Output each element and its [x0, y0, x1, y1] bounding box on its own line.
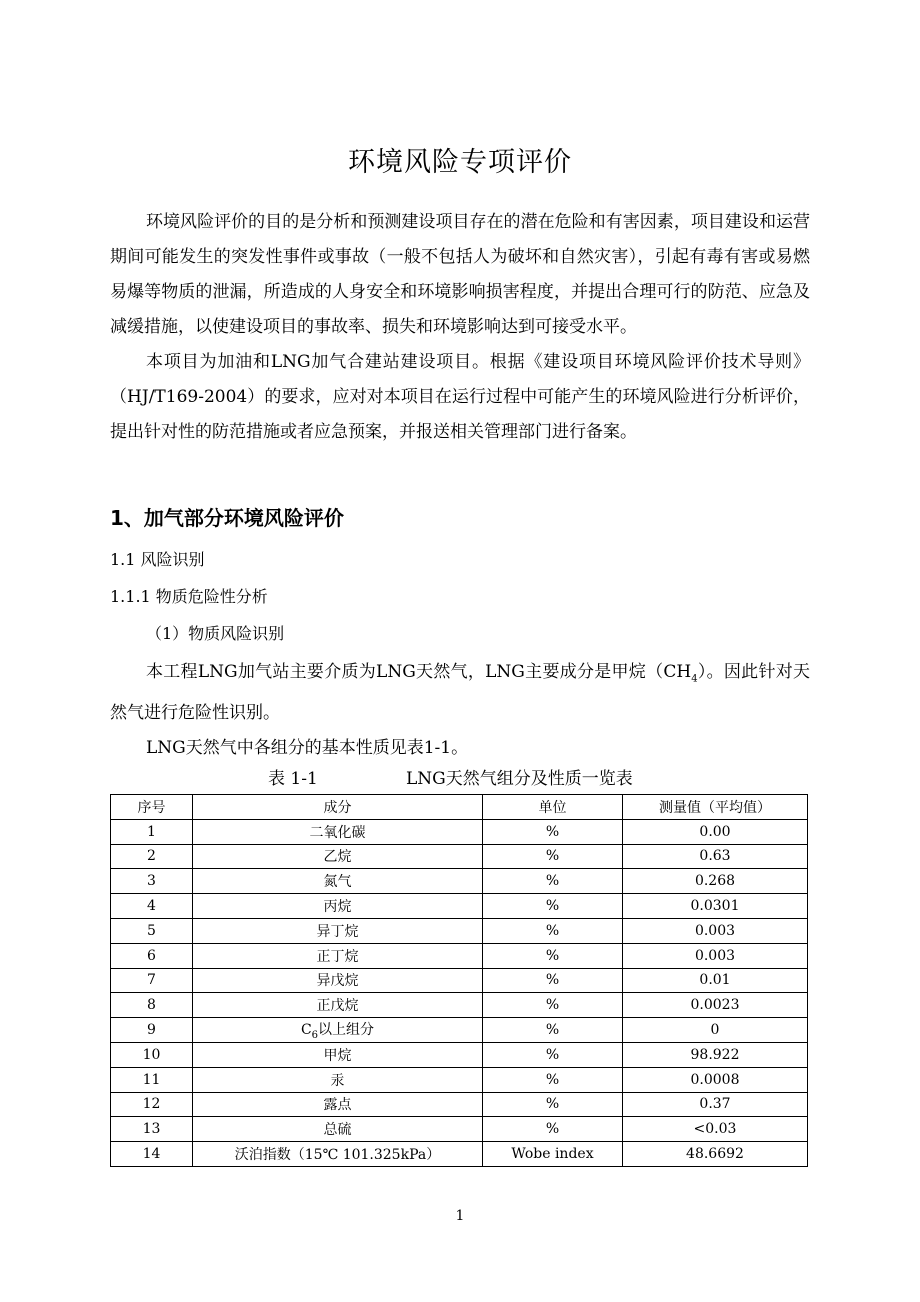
table-caption-number: 表 1-1 [268, 769, 318, 789]
cell-unit: % [483, 869, 623, 894]
table-row [111, 1142, 808, 1167]
cell-index: 1 [111, 819, 193, 844]
cell-value: 0.01 [623, 968, 808, 993]
cell-value: 0.268 [623, 869, 808, 894]
subsection-heading-1-1: 1.1 风险识别 [110, 550, 205, 569]
cell-value: 0.003 [623, 918, 808, 943]
subsection-heading-1-1-1: 1.1.1 物质危险性分析 [110, 587, 268, 606]
cell-index: 9 [111, 1018, 193, 1043]
cell-component: 甲烷 [193, 1042, 483, 1067]
cell-index: 14 [111, 1142, 193, 1167]
body-paragraph-2: LNG天然气中各组分的基本性质见表1-1。 [146, 738, 469, 759]
body-section [110, 655, 810, 766]
header-index: 序号 [111, 795, 193, 820]
section-heading-1: 1、加气部分环境风险评价 [110, 506, 344, 530]
cell-index: 5 [111, 918, 193, 943]
cell-component: 沃泊指数（15℃ 101.325kPa） [193, 1142, 483, 1167]
cell-value: 0.37 [623, 1092, 808, 1117]
cell-component: 总硫 [193, 1117, 483, 1142]
table-row [111, 1067, 808, 1092]
cell-unit: % [483, 918, 623, 943]
cell-value: 0.003 [623, 943, 808, 968]
table-row [111, 993, 808, 1018]
table-row [111, 819, 808, 844]
cell-value: 0.0023 [623, 993, 808, 1018]
item-heading: （1）物质风险识别 [146, 624, 285, 643]
table-row [111, 869, 808, 894]
cell-unit: Wobe index [483, 1142, 623, 1167]
header-unit: 单位 [483, 795, 623, 820]
cell-unit: % [483, 1042, 623, 1067]
cell-component: 露点 [193, 1092, 483, 1117]
cell-component: 丙烷 [193, 894, 483, 919]
intro-paragraph-1: 环境风险评价的目的是分析和预测建设项目存在的潜在危险和有害因素，项目建设和运营期间可能发生的突发性事件或事故（一般不包括人为破坏和自然灾害），引起有毒有害或易燃易爆等物质的泄漏，所造成的人身安全和环境影响损害程度，并提出合理可行的防范、应急及减缓措施，以使建设项目的事故率、损失和环境影响达到可接受水平。 [110, 212, 810, 337]
table-row [111, 894, 808, 919]
cell-value: <0.03 [623, 1117, 808, 1142]
table-row [111, 1042, 808, 1067]
cell-component: 氮气 [193, 869, 483, 894]
cell-unit: % [483, 993, 623, 1018]
cell-index: 7 [111, 968, 193, 993]
page-number: 1 [455, 1208, 465, 1224]
cell-value: 0 [623, 1018, 808, 1043]
body-paragraph-1 [110, 655, 810, 731]
cell-unit: % [483, 968, 623, 993]
intro-paragraph-2: 本项目为加油和LNG加气合建站建设项目。根据《建设项目环境风险评价技术导则》（HJ/T169-2004）的要求，应对对本项目在运行过程中可能产生的环境风险进行分析评价，提出针对性的防范措施或者应急预案，并报送相关管理部门进行备案。 [110, 352, 810, 442]
cell-component: 异戊烷 [193, 968, 483, 993]
cell-value: 98.922 [623, 1042, 808, 1067]
cell-unit: % [483, 1067, 623, 1092]
table-caption-text: LNG天然气组分及性质一览表 [406, 769, 633, 789]
cell-value: 48.6692 [623, 1142, 808, 1167]
cell-unit: % [483, 1092, 623, 1117]
cell-index: 12 [111, 1092, 193, 1117]
table-row [111, 968, 808, 993]
intro-section [110, 205, 810, 450]
c6-prefix: C [300, 1022, 312, 1039]
body-paragraph-1-part-b: ）。因此针对天然气进行危险性识别。 [110, 662, 810, 724]
cell-unit: % [483, 844, 623, 869]
cell-component: 乙烷 [193, 844, 483, 869]
cell-component: 汞 [193, 1067, 483, 1092]
cell-component: 二氧化碳 [193, 819, 483, 844]
table-header-row [111, 795, 808, 820]
cell-index: 8 [111, 993, 193, 1018]
cell-index: 4 [111, 894, 193, 919]
body-paragraph-1-part-a: 本工程LNG加气站主要介质为LNG天然气，LNG主要成分是甲烷（CH [146, 662, 692, 682]
c6-subscript: 6 [311, 1029, 319, 1041]
cell-unit: % [483, 894, 623, 919]
cell-unit: % [483, 1018, 623, 1043]
c6-rest: 以上组分 [318, 1022, 375, 1039]
cell-unit: % [483, 1117, 623, 1142]
header-component: 成分 [193, 795, 483, 820]
cell-component: 正戊烷 [193, 993, 483, 1018]
table-row [111, 1092, 808, 1117]
cell-value: 0.00 [623, 819, 808, 844]
table-row [111, 918, 808, 943]
table-row [111, 1018, 808, 1043]
cell-index: 2 [111, 844, 193, 869]
cell-unit: % [483, 819, 623, 844]
cell-index: 11 [111, 1067, 193, 1092]
cell-component: 正丁烷 [193, 943, 483, 968]
cell-index: 6 [111, 943, 193, 968]
page-title: 环境风险专项评价 [348, 147, 572, 178]
cell-component: 异丁烷 [193, 918, 483, 943]
cell-index: 10 [111, 1042, 193, 1067]
header-value: 测量值（平均值） [623, 795, 808, 820]
table-row [111, 943, 808, 968]
cell-value: 0.0301 [623, 894, 808, 919]
cell-value: 0.63 [623, 844, 808, 869]
cell-unit: % [483, 943, 623, 968]
ch4-subscript: 4 [691, 673, 698, 685]
table-row [111, 1117, 808, 1142]
cell-component [193, 1018, 483, 1043]
composition-table [110, 794, 808, 1167]
cell-index: 3 [111, 869, 193, 894]
table-row [111, 844, 808, 869]
cell-value: 0.0008 [623, 1067, 808, 1092]
cell-index: 13 [111, 1117, 193, 1142]
